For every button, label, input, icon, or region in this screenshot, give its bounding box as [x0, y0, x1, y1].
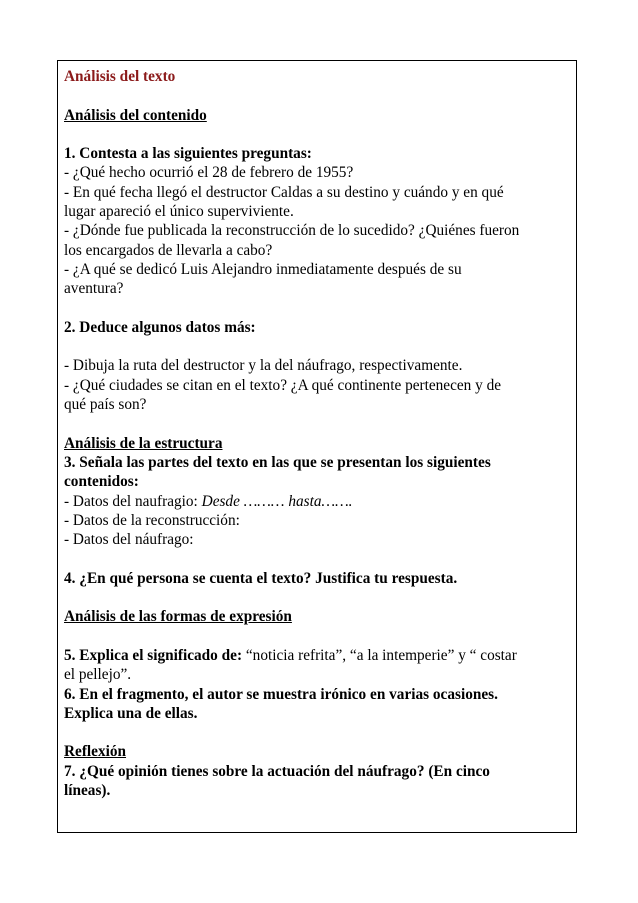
question-3-datos-naufrago: - Datos del náufrago:: [64, 531, 194, 549]
question-4: 4. ¿En qué persona se cuenta el texto? Justifica tu respuesta.: [64, 569, 458, 587]
section-heading-formas: Análisis de las formas de expresión: [64, 608, 292, 626]
question-1-line: aventura?: [64, 280, 124, 298]
question-1-line: - ¿Dónde fue publicada la reconstrucción de lo sucedido? ¿Quiénes fueron: [64, 222, 520, 240]
question-1-line: - ¿A qué se dedicó Luis Alejandro inmediatamente después de su: [64, 260, 462, 278]
question-6: 6. En el fragmento, el autor se muestra irónico en varias ocasiones.: [64, 685, 498, 703]
section-heading-reflexion: Reflexión: [64, 743, 127, 761]
question-6-continued: Explica una de ellas.: [64, 704, 198, 722]
question-5-prompt: 5. Explica el significado de:: [64, 646, 246, 664]
worksheet-title: Análisis del texto: [64, 68, 176, 85]
worksheet-box: [57, 60, 577, 833]
question-3-datos-naufragio: [64, 492, 570, 511]
question-5-continued: el pellejo”.: [64, 666, 132, 684]
question-2-heading: 2. Deduce algunos datos más:: [64, 318, 256, 336]
question-2-line: - ¿Qué ciudades se citan en el texto? ¿A qué continente pertenecen y de: [64, 376, 502, 394]
question-1-line: - En qué fecha llegó el destructor Caldas a su destino y cuándo y en qué: [64, 183, 504, 201]
question-7: 7. ¿Qué opinión tienes sobre la actuación del náufrago? (En cinco: [64, 762, 490, 780]
datos-naufragio-range: Desde ……… hasta…….: [201, 492, 353, 510]
question-1-heading: 1. Contesta a las siguientes preguntas:: [64, 145, 312, 163]
question-3-heading: 3. Señala las partes del texto en las que se presentan los siguientes: [64, 453, 491, 471]
section-heading-contenido: Análisis del contenido: [64, 106, 207, 124]
question-5-expressions: “noticia refrita”, “a la intemperie” y “ costar: [245, 646, 517, 664]
question-1-line: lugar apareció el único superviviente.: [64, 203, 294, 221]
question-3-heading-continued: contenidos:: [64, 473, 139, 491]
question-1-line: los encargados de llevarla a cabo?: [64, 241, 273, 259]
section-heading-estructura: Análisis de la estructura: [64, 434, 223, 452]
question-2-line: - Dibuja la ruta del destructor y la del náufrago, respectivamente.: [64, 357, 463, 375]
question-1-line: - ¿Qué hecho ocurrió el 28 de febrero de 1955?: [64, 164, 354, 182]
question-5: [64, 646, 570, 665]
datos-naufragio-label: - Datos del naufragio:: [64, 492, 202, 510]
question-7-continued: líneas).: [64, 781, 111, 799]
question-2-line: qué país son?: [64, 396, 147, 414]
question-3-datos-reconstruccion: - Datos de la reconstrucción:: [64, 511, 240, 529]
